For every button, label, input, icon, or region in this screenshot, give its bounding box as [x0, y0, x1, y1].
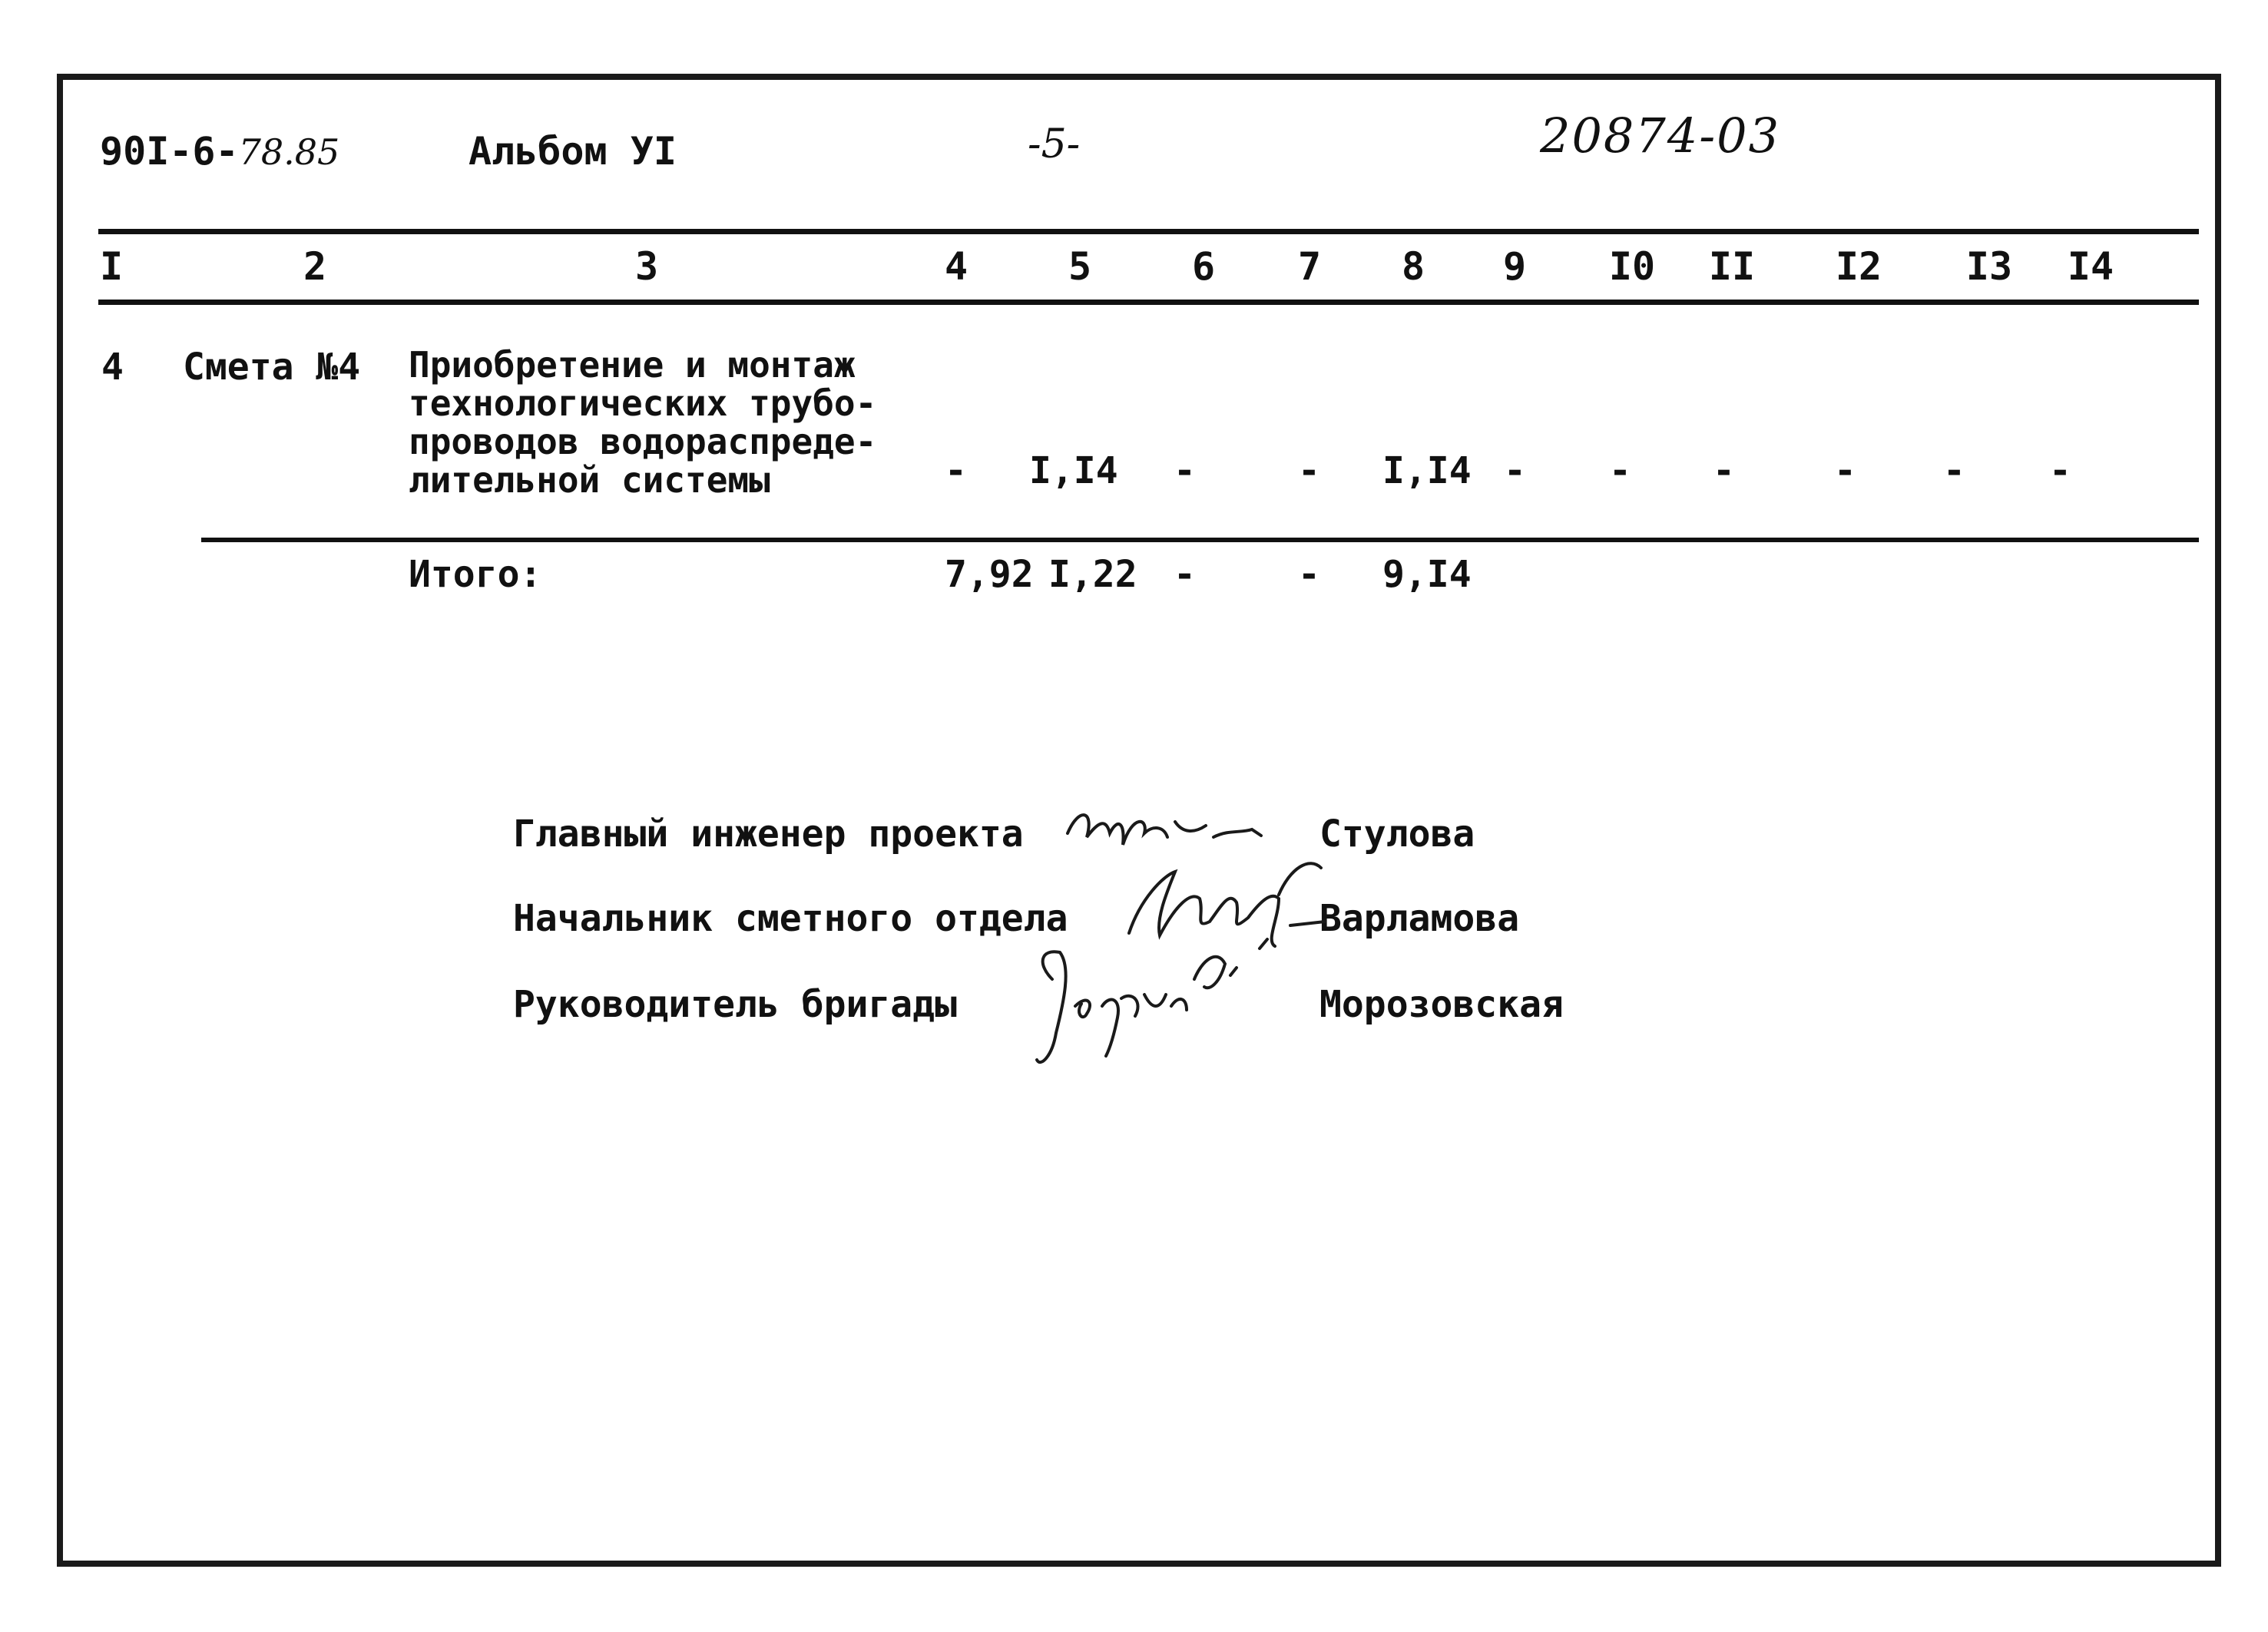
row-number: 4 [101, 346, 124, 389]
project-code: 90I-6-78.85 [100, 129, 340, 174]
row-value: - [1504, 449, 1526, 492]
header-top-rule [98, 229, 2199, 234]
album-label: Альбом УI [468, 129, 677, 174]
row-value: - [945, 449, 967, 492]
column-number: 3 [634, 244, 659, 289]
column-number: I [99, 244, 124, 289]
signatory-name: Морозовская [1319, 983, 1564, 1026]
signature-title: Главный инженер проекта [513, 813, 1024, 856]
row-value: - [1713, 449, 1735, 492]
signature-title: Начальник сметного отдела [513, 897, 1068, 940]
signatory-name: Варламова [1319, 897, 1520, 940]
total-value: 9,I4 [1382, 553, 1472, 596]
row-description: Приобретение и монтаж технологических трубо- проводов водораспреде- лительной системы [409, 344, 877, 501]
column-number: II [1708, 244, 1756, 289]
total-value: - [1298, 553, 1320, 596]
column-number: 7 [1297, 244, 1322, 289]
column-number: I4 [2067, 244, 2114, 289]
column-number: 4 [944, 244, 968, 289]
row-value: - [1174, 449, 1196, 492]
column-number: 2 [303, 244, 327, 289]
total-value: - [1174, 553, 1196, 596]
row-value: - [1834, 449, 1856, 492]
total-value: 7,92 [945, 553, 1034, 596]
page-number: -5- [1028, 121, 1081, 167]
row-value: - [1298, 449, 1320, 492]
total-value: I,22 [1048, 553, 1137, 596]
header-bottom-rule [98, 300, 2199, 305]
row-value: - [2049, 449, 2071, 492]
row-value: - [1943, 449, 1965, 492]
row-value: I,I4 [1029, 449, 1118, 492]
total-label: Итого: [409, 553, 542, 596]
signature-scribble-3 [1029, 933, 1306, 1079]
signature-title: Руководитель бригады [513, 983, 957, 1026]
row-value: - [1609, 449, 1631, 492]
column-number: I2 [1835, 244, 1882, 289]
column-number: 6 [1191, 244, 1216, 289]
archive-number: 20874-03 [1540, 108, 1781, 164]
estimate-name: Смета №4 [183, 346, 361, 389]
row-value: I,I4 [1382, 449, 1472, 492]
column-number: 9 [1502, 244, 1527, 289]
column-number: 5 [1068, 244, 1092, 289]
signatory-name: Стулова [1319, 813, 1475, 856]
column-number: I0 [1608, 244, 1656, 289]
total-rule [201, 538, 2199, 542]
column-number: I3 [1965, 244, 2013, 289]
column-number: 8 [1401, 244, 1425, 289]
